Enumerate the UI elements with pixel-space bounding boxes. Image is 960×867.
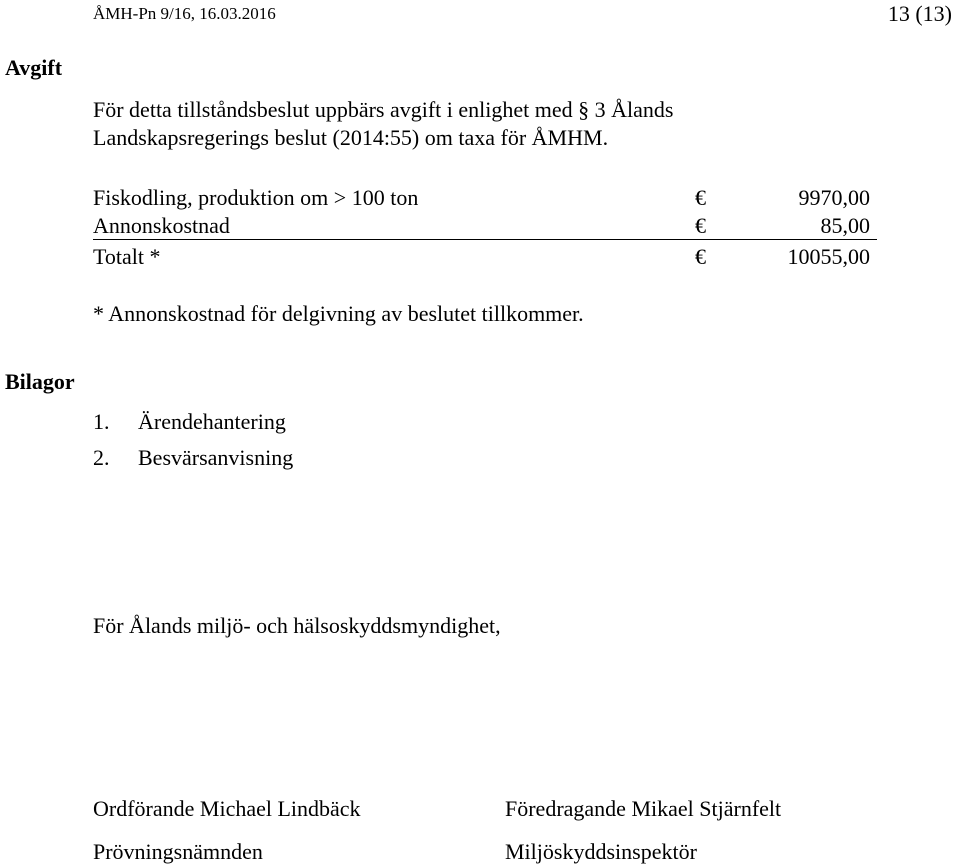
signatory-left-body: Prövningsnämnden xyxy=(93,839,263,864)
fee-intro-line-1: För detta tillståndsbeslut uppbärs avgift i enlighet med § 3 Ålands xyxy=(93,97,674,122)
currency-symbol: € xyxy=(695,185,706,210)
currency-symbol: € xyxy=(695,244,706,269)
fee-row-amount: 10055,00 xyxy=(787,244,870,269)
attachments-heading: Bilagor xyxy=(5,369,75,394)
attachment-item xyxy=(93,444,293,472)
attachment-item xyxy=(93,408,286,436)
fee-row-label: Annonskostnad xyxy=(93,213,230,238)
fee-row-label: Totalt * xyxy=(93,244,161,269)
fee-row-label: Fiskodling, produktion om > 100 ton xyxy=(93,185,419,210)
page-number: 13 (13) xyxy=(887,1,952,26)
attachment-number: 2. xyxy=(93,445,110,470)
attachment-label: Ärendehantering xyxy=(138,409,286,434)
attachment-label: Besvärsanvisning xyxy=(138,445,294,470)
fee-row-fish-farming xyxy=(93,184,877,211)
signatory-right-name: Föredragande Mikael Stjärnfelt xyxy=(505,796,782,821)
attachment-number: 1. xyxy=(93,409,110,434)
document-reference: ÅMH-Pn 9/16, 16.03.2016 xyxy=(93,4,276,23)
fee-footnote: * Annonskostnad för delgivning av beslutet tillkommer. xyxy=(93,301,584,326)
fee-row-amount: 9970,00 xyxy=(798,185,870,210)
currency-symbol: € xyxy=(695,213,706,238)
fee-row-advertising xyxy=(93,212,877,239)
fee-intro-line-2: Landskapsregerings beslut (2014:55) om taxa för ÅMHM. xyxy=(93,125,609,150)
signatory-left-name: Ordförande Michael Lindbäck xyxy=(93,796,361,821)
fee-row-total xyxy=(93,243,877,270)
fee-heading: Avgift xyxy=(5,55,63,80)
fee-row-amount: 85,00 xyxy=(820,213,870,238)
total-divider xyxy=(93,239,877,240)
signature-authority: För Ålands miljö- och hälsoskyddsmyndighet, xyxy=(93,613,501,638)
signatory-right-title: Miljöskyddsinspektör xyxy=(505,839,697,864)
